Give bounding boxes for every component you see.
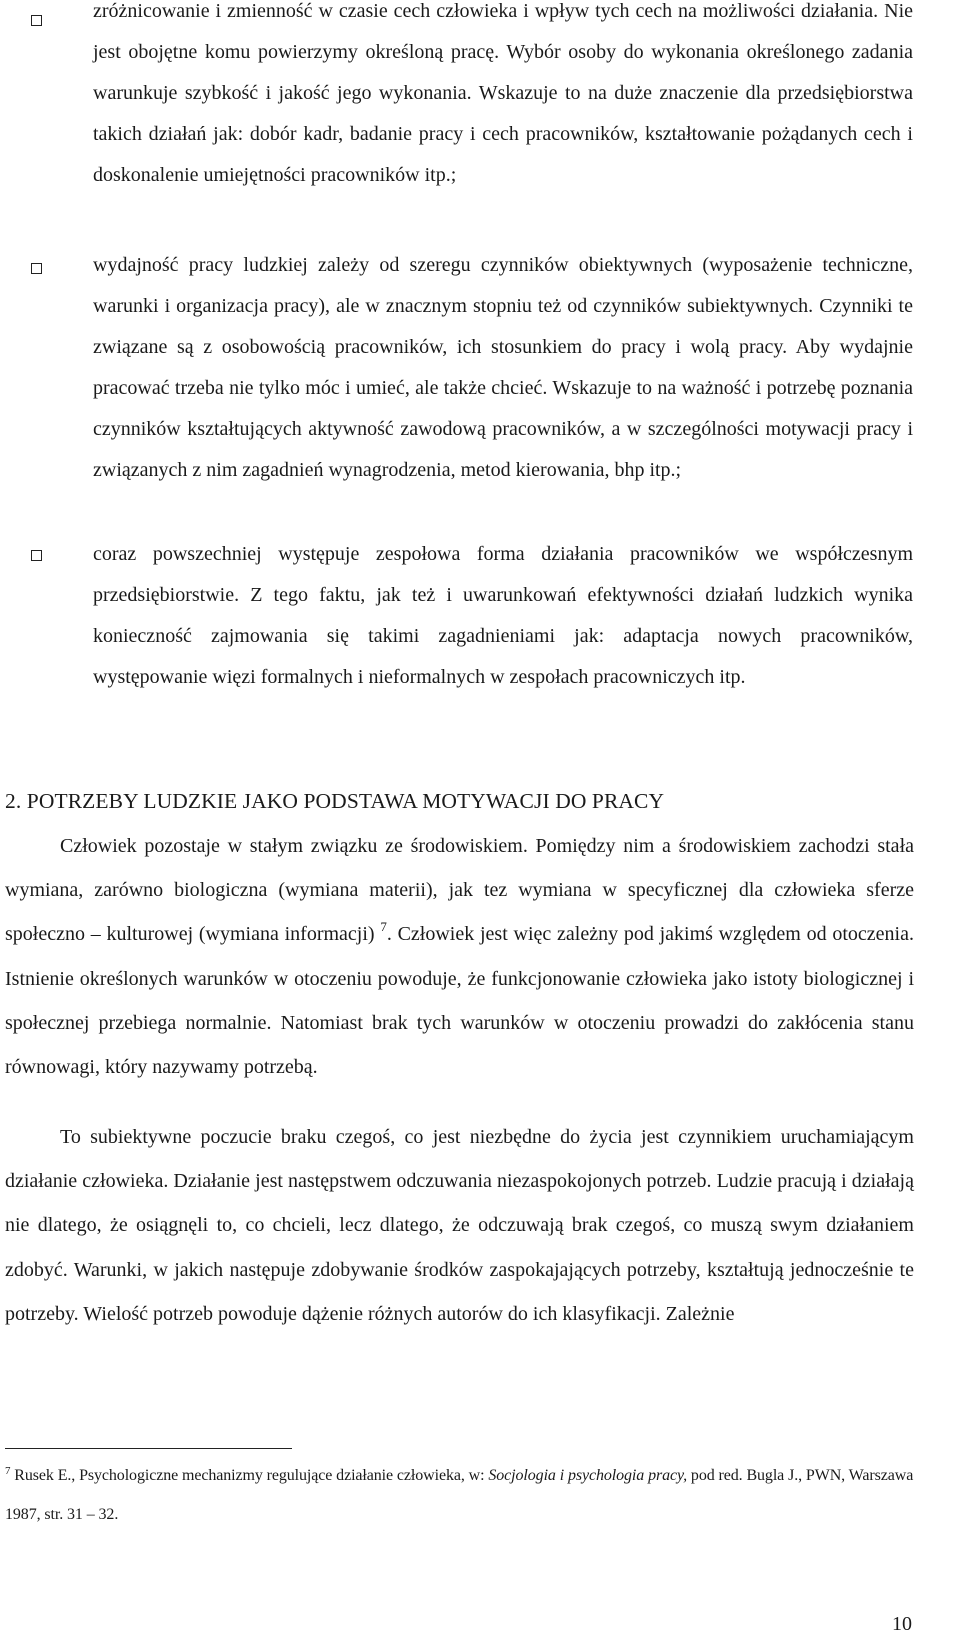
bullet-text: coraz powszechniej występuje zespołowa forma działania pracowników we współczesnym przedsiębiorstwie. Z tego faktu, jak też i uwarunkowań efektywności działań ludzkich wynika konieczność zajmowania się takimi zagadnieniami jak: adaptacja nowych pracowników, występowanie więzi formalnych i nieformalnych w zespołach pracowniczych itp. [93, 543, 913, 688]
checkbox-bullet-icon [31, 263, 42, 274]
footnote-text: Rusek E., Psychologiczne mechanizmy regulujące działanie człowieka, w: [10, 1467, 489, 1484]
paragraph-2: To subiektywne poczucie braku czegoś, co jest niezbędne do życia jest czynnikiem uruchamiającym działanie człowieka. Działanie jest następstwem odczuwania niezaspokojonych potrzeb. Ludzie pracują i działają nie dlatego, że osiągnęli to, co chcieli, lecz dlatego, że odczuwają brak czegoś, co muszą swym działaniem zdobyć. Warunki, w jakich następuje zdobywanie środków zaspokajających potrzeby, kształtują jednocześnie te potrzeby. Wielość potrzeb powoduje dążenie różnych autorów do ich klasyfikacji. Zależnie [5, 1126, 914, 1325]
checkbox-bullet-icon [31, 550, 42, 561]
footnote-separator [5, 1448, 292, 1449]
bullet-text: zróżnicowanie i zmienność w czasie cech człowieka i wpływ tych cech na możliwości działania. Nie jest obojętne komu powierzymy określoną pracę. Wybór osoby do wykonania określonego zadania warunkuje szybkość i jakość jego wykonania. Wskazuje to na duże znaczenie dla przedsiębiorstwa takich działań jak: dobór kadr, badanie pracy i cech pracowników, kształtowanie pożądanych cech i doskonalenie umiejętności pracowników itp.; [93, 0, 913, 186]
paragraph-text: Człowiek pozostaje w stałym związku ze środowiskiem. Pomiędzy nim a środowiskiem zachodzi stała wymiana, zarówno biologiczna (wymiana materii), jak tez wymiana w specyficznej dla człowieka sferze społeczno – kulturowej (wymiana informacji) [5, 835, 914, 946]
footnote-text-continued: pod red. Bugla J., PWN, Warszawa 1987, str. 31 – 32. [5, 1467, 914, 1523]
section-heading: 2. POTRZEBY LUDZKIE JAKO PODSTAWA MOTYWACJI DO PRACY [5, 789, 665, 813]
footnote [5, 1456, 914, 1534]
paragraph-text-continued: . Człowiek jest więc zależny pod jakimś względem od otoczenia. Istnienie określonych warunków w otoczeniu powoduje, że funkcjonowanie człowieka jako istoty biologicznej i społecznej przebiega normalnie. Natomiast brak tych warunków w otoczeniu prowadzi do zakłócenia stanu równowagi, który nazywamy potrzebą. [5, 923, 914, 1079]
checkbox-bullet-icon [31, 15, 42, 26]
page-number: 10 [892, 1613, 912, 1635]
bullet-text: wydajność pracy ludzkiej zależy od szeregu czynników obiektywnych (wyposażenie techniczne, warunki i organizacja pracy), ale w znacznym stopniu też od czynników subiektywnych. Czynniki te związane są z osobowością pracowników, ich stosunkiem do pracy i wolą pracy. Aby wydajnie pracować trzeba nie tylko móc i umieć, ale także chcieć. Wskazuje to na ważność i potrzebę poznania czynników kształtujących aktywność zawodową pracowników, a w szczególności motywacji pracy i związanych z nim zagadnień wynagrodzenia, metod kierowania, bhp itp.; [93, 254, 913, 481]
paragraph-1 [5, 824, 914, 1089]
footnote-reference: 7 [380, 919, 387, 935]
footnote-book-title: Socjologia i psychologia pracy, [488, 1467, 688, 1484]
footnote-number: 7 [5, 1465, 11, 1477]
